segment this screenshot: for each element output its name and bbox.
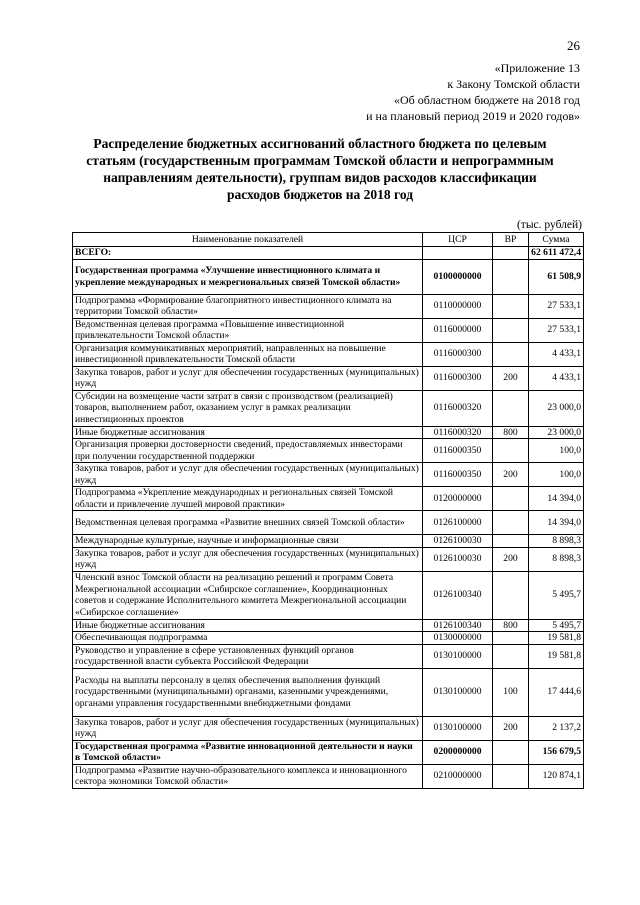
cell-sum: 5 495,7: [529, 571, 584, 619]
cell-sum: 27 533,1: [529, 294, 584, 318]
cell-name: Иные бюджетные ассигнования: [73, 619, 423, 632]
cell-sum: 8 898,3: [529, 547, 584, 571]
cell-vr: 200: [493, 463, 529, 487]
cell-csr: 0116000350: [423, 439, 493, 463]
cell-csr: 0130100000: [423, 668, 493, 716]
table-row: [73, 294, 584, 318]
cell-csr: 0110000000: [423, 294, 493, 318]
table-row: [73, 439, 584, 463]
document-title: Распределение бюджетных ассигнований областного бюджета по целевым статьям (государственным программам Томской области и непрограммным направлениям деятельности), группам видов расходов классификации расходов бюджетов на 2018 год: [86, 136, 554, 202]
cell-csr: 0120000000: [423, 487, 493, 511]
table-row: [73, 366, 584, 390]
cell-vr: [493, 439, 529, 463]
cell-sum: 100,0: [529, 463, 584, 487]
appendix-line-2: к Закону Томской области: [447, 77, 580, 91]
table-row: [73, 463, 584, 487]
cell-name: Закупка товаров, работ и услуг для обеспечения государственных (муниципальных) нужд: [73, 716, 423, 740]
cell-vr: [493, 571, 529, 619]
table-header-row: [73, 233, 584, 247]
cell-csr: 0116000000: [423, 318, 493, 342]
cell-sum: 8 898,3: [529, 535, 584, 548]
table-row: [73, 535, 584, 548]
cell-name: Обеспечивающая подпрограмма: [73, 632, 423, 645]
cell-vr: [493, 390, 529, 426]
cell-sum: 4 433,1: [529, 342, 584, 366]
cell-csr: 0116000300: [423, 342, 493, 366]
cell-name: Субсидии на возмещение части затрат в связи с производством (реализацией) товаров, выполнением работ, оказанием услуг в рамках реализации инвестиционных проектов: [73, 390, 423, 426]
cell-csr: 0126100000: [423, 511, 493, 535]
cell-vr: [493, 740, 529, 764]
page-number: 26: [567, 38, 580, 53]
cell-csr: 0126100340: [423, 619, 493, 632]
cell-vr: [493, 342, 529, 366]
cell-name: Иные бюджетные ассигнования: [73, 426, 423, 439]
units-label: (тыс. рублей): [516, 219, 582, 231]
cell-vr: [493, 247, 529, 260]
cell-vr: [493, 318, 529, 342]
table-row: [73, 259, 584, 294]
cell-sum: 5 495,7: [529, 619, 584, 632]
cell-vr: 800: [493, 426, 529, 439]
cell-vr: 100: [493, 668, 529, 716]
cell-sum: 27 533,1: [529, 318, 584, 342]
cell-csr: 0126100340: [423, 571, 493, 619]
cell-name: Организация проверки достоверности сведений, предоставляемых инвесторами при получении государственной поддержки: [73, 439, 423, 463]
cell-name: Расходы на выплаты персоналу в целях обеспечения выполнения функций государственными (муниципальными) органами, казенными учреждениями, органами управления государственными внебюджетными фондами: [73, 668, 423, 716]
cell-csr: 0116000300: [423, 366, 493, 390]
header-sum: Сумма: [529, 233, 584, 247]
cell-vr: [493, 487, 529, 511]
allocation-table: [72, 232, 584, 789]
cell-vr: [493, 535, 529, 548]
cell-csr: 0130100000: [423, 644, 493, 668]
cell-csr: 0126100030: [423, 535, 493, 548]
cell-sum: 2 137,2: [529, 716, 584, 740]
table-row: [73, 716, 584, 740]
table-row: [73, 571, 584, 619]
header-vr: ВР: [493, 233, 529, 247]
cell-name: Международные культурные, научные и информационные связи: [73, 535, 423, 548]
table-row: [73, 247, 584, 260]
table-row: [73, 644, 584, 668]
cell-sum: 19 581,8: [529, 632, 584, 645]
cell-vr: [493, 294, 529, 318]
cell-csr: 0210000000: [423, 764, 493, 788]
cell-vr: 200: [493, 716, 529, 740]
cell-name: Закупка товаров, работ и услуг для обеспечения государственных (муниципальных) нужд: [73, 547, 423, 571]
appendix-line-3: «Об областном бюджете на 2018 год: [394, 93, 580, 107]
cell-name: Подпрограмма «Формирование благоприятного инвестиционного климата на территории Томской области»: [73, 294, 423, 318]
table-body: [73, 247, 584, 789]
cell-csr: 0130000000: [423, 632, 493, 645]
table-row: [73, 619, 584, 632]
cell-sum: 23 000,0: [529, 426, 584, 439]
cell-name: Ведомственная целевая программа «Повышение инвестиционной привлекательности Томской области»: [73, 318, 423, 342]
cell-vr: [493, 259, 529, 294]
cell-vr: 200: [493, 366, 529, 390]
cell-csr: 0200000000: [423, 740, 493, 764]
table-row: [73, 511, 584, 535]
cell-sum: 14 394,0: [529, 487, 584, 511]
cell-csr: [423, 247, 493, 260]
table-row: [73, 342, 584, 366]
table-row: [73, 426, 584, 439]
cell-name: Руководство и управление в сфере установленных функций органов государственной власти субъекта Российской Федерации: [73, 644, 423, 668]
table-row: [73, 740, 584, 764]
cell-name: ВСЕГО:: [73, 247, 423, 260]
cell-csr: 0116000350: [423, 463, 493, 487]
header-name: Наименование показателей: [73, 233, 423, 247]
cell-name: Государственная программа «Развитие инновационной деятельности и науки в Томской области»: [73, 740, 423, 764]
table-row: [73, 390, 584, 426]
cell-csr: 0126100030: [423, 547, 493, 571]
cell-name: Организация коммуникативных мероприятий, направленных на повышение инвестиционной привлекательности Томской области: [73, 342, 423, 366]
cell-csr: 0130100000: [423, 716, 493, 740]
cell-sum: 4 433,1: [529, 366, 584, 390]
cell-sum: 156 679,5: [529, 740, 584, 764]
appendix-line-1: «Приложение 13: [494, 61, 580, 75]
header-csr: ЦСР: [423, 233, 493, 247]
cell-sum: 61 508,9: [529, 259, 584, 294]
appendix-header: [366, 60, 580, 124]
cell-name: Подпрограмма «Укрепление международных и региональных связей Томской области и привлечение лучшей мировой практики»: [73, 487, 423, 511]
cell-csr: 0116000320: [423, 390, 493, 426]
cell-csr: 0116000320: [423, 426, 493, 439]
cell-vr: 800: [493, 619, 529, 632]
cell-vr: [493, 632, 529, 645]
cell-vr: [493, 511, 529, 535]
cell-vr: [493, 644, 529, 668]
cell-sum: 120 874,1: [529, 764, 584, 788]
table-row: [73, 487, 584, 511]
cell-name: Закупка товаров, работ и услуг для обеспечения государственных (муниципальных) нужд: [73, 366, 423, 390]
cell-name: Ведомственная целевая программа «Развитие внешних связей Томской области»: [73, 511, 423, 535]
appendix-line-4: и на плановый период 2019 и 2020 годов»: [366, 109, 580, 123]
cell-sum: 100,0: [529, 439, 584, 463]
table-row: [73, 318, 584, 342]
cell-name: Членский взнос Томской области на реализацию решений и программ Совета Межрегиональной ассоциации «Сибирское соглашение», Координационных советов и содержание Исполнительного комитета Межрегиональной ассоциации «Сибирское соглашение»: [73, 571, 423, 619]
cell-vr: [493, 764, 529, 788]
cell-name: Подпрограмма «Развитие научно-образовательного комплекса и инновационного сектора экономики Томской области»: [73, 764, 423, 788]
table-row: [73, 632, 584, 645]
cell-sum: 17 444,6: [529, 668, 584, 716]
cell-name: Государственная программа «Улучшение инвестиционного климата и укрепление международных и межрегиональных связей Томской области»: [73, 259, 423, 294]
cell-csr: 0100000000: [423, 259, 493, 294]
table-row: [73, 668, 584, 716]
cell-sum: 62 611 472,4: [529, 247, 584, 260]
table-row: [73, 764, 584, 788]
cell-name: Закупка товаров, работ и услуг для обеспечения государственных (муниципальных) нужд: [73, 463, 423, 487]
cell-sum: 23 000,0: [529, 390, 584, 426]
cell-vr: 200: [493, 547, 529, 571]
cell-sum: 14 394,0: [529, 511, 584, 535]
table-row: [73, 547, 584, 571]
cell-sum: 19 581,8: [529, 644, 584, 668]
